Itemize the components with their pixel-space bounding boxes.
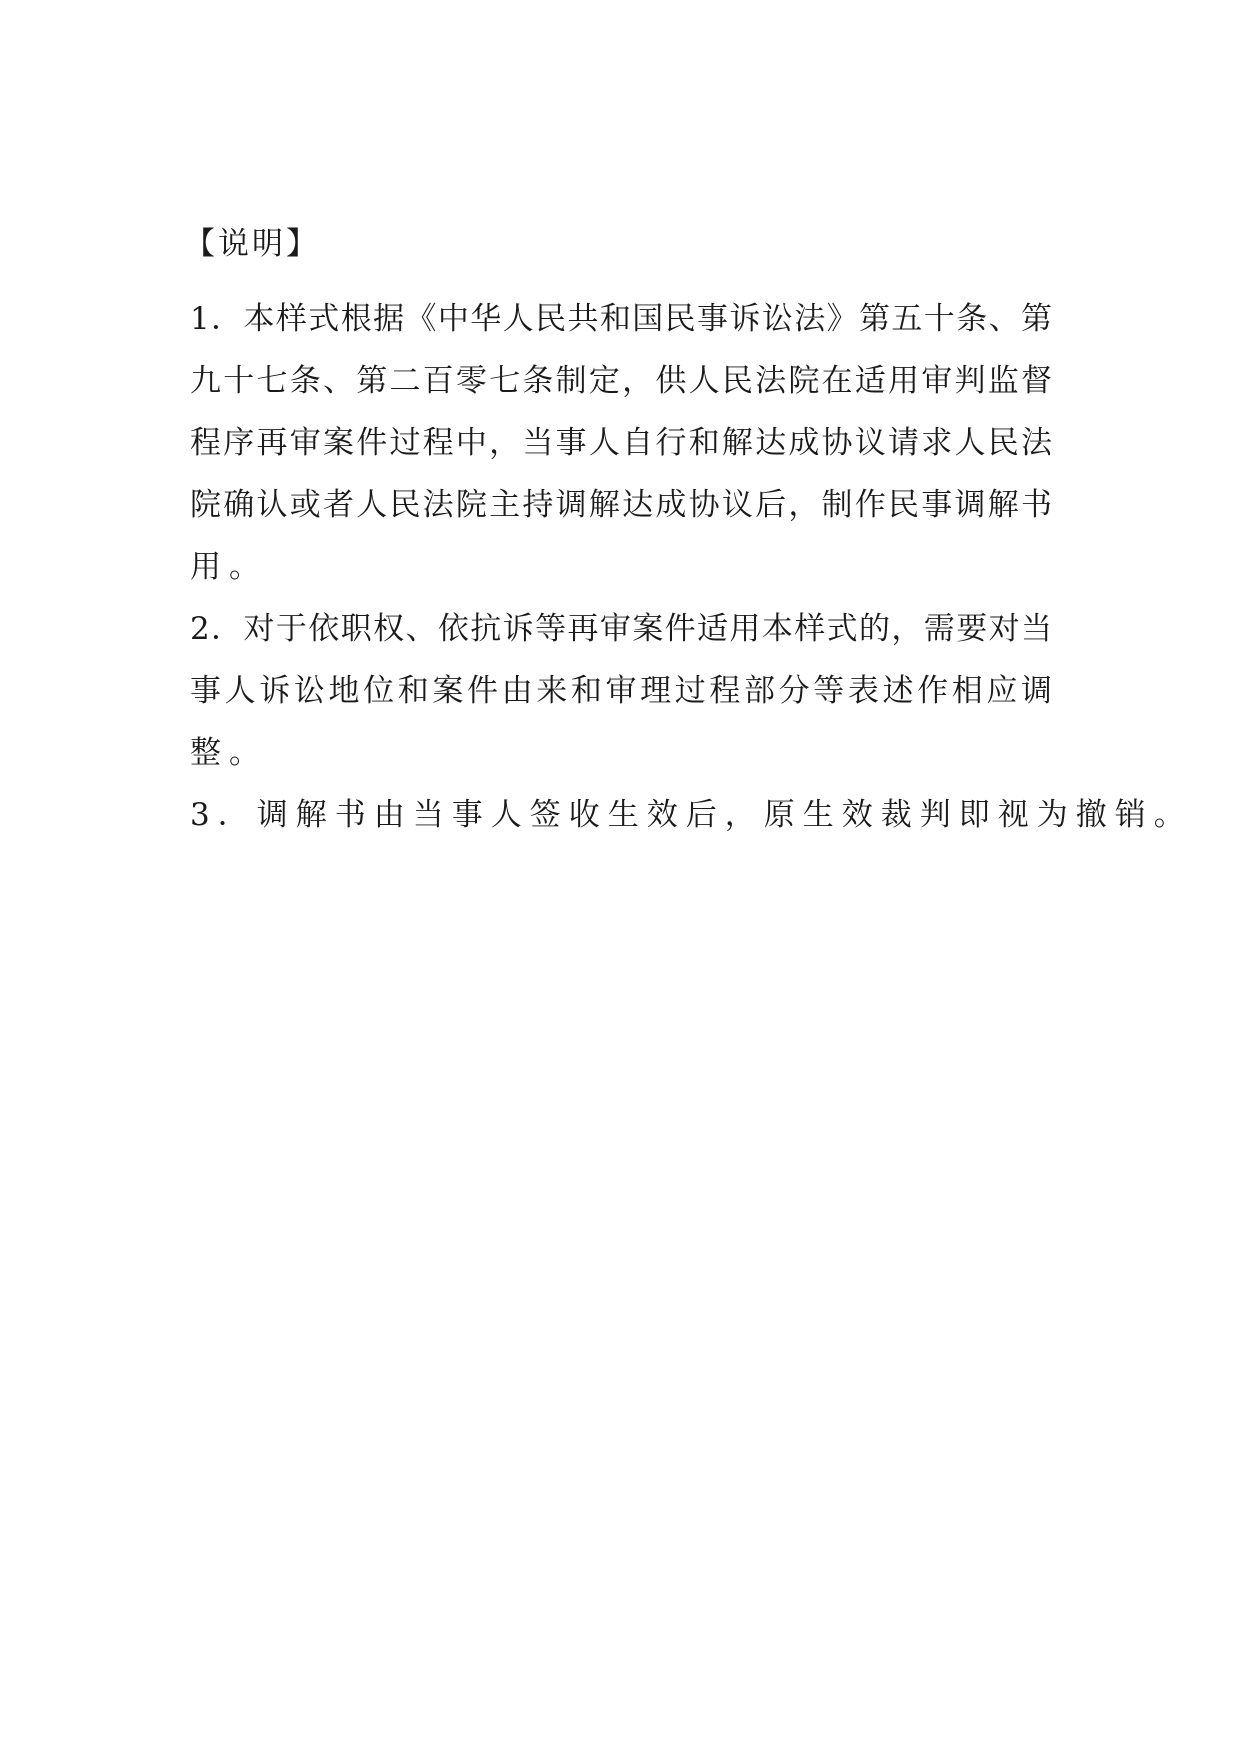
note-line: 用。 [190, 549, 268, 585]
note-line: 1．本样式根据《中华人民共和国民事诉讼法》第五十条、第 [190, 301, 1052, 337]
notes-body [190, 288, 1193, 846]
note-line: 院确认或者人民法院主持调解达成协议后，制作民事调解书 [190, 487, 1052, 523]
note-line: 2．对于依职权、依抗诉等再审案件适用本样式的，需要对当 [190, 611, 1052, 647]
notes-heading: 【说明】 [184, 226, 320, 262]
note-line: 3．调解书由当事人签收生效后，原生效裁判即视为撤销。 [190, 797, 1193, 833]
note-item-2 [190, 598, 1052, 784]
note-item-1 [190, 288, 1052, 598]
note-line: 程序再审案件过程中，当事人自行和解达成协议请求人民法 [190, 425, 1052, 461]
note-line: 事人诉讼地位和案件由来和审理过程部分等表述作相应调 [190, 673, 1052, 709]
note-line: 九十七条、第二百零七条制定，供人民法院在适用审判监督 [190, 363, 1052, 399]
note-item-3 [190, 784, 1193, 846]
note-line: 整。 [190, 735, 268, 771]
